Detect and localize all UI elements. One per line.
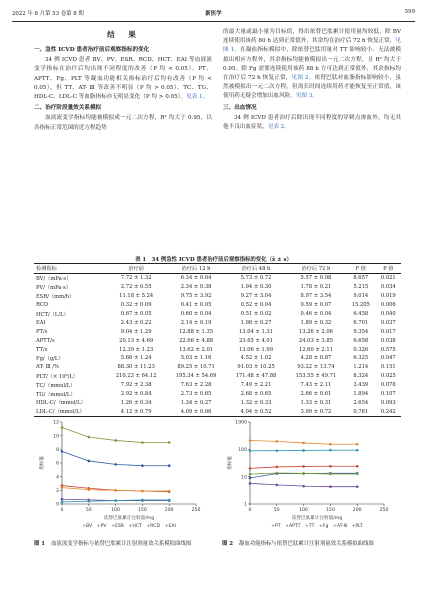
table-cell: 0.575 [380, 346, 396, 353]
table-header-cell: 检测指标 [34, 264, 106, 274]
paragraph-text: 血液流变学指标均能被模拟成一元二次方程，R² 均大于 0.95，以各指标正常范围的近方程趋势 [34, 115, 212, 131]
table-cell: 2.14 ± 0.19 [180, 319, 212, 326]
y-axis-label: 指标值 [40, 456, 45, 470]
y-tick-label: 1000 [235, 420, 247, 426]
table-cell: 23.65 ± 4.01 [238, 337, 274, 344]
x-tick-label: 50 [85, 508, 92, 513]
figure-2-caption-text: 凝血功能指标与依替巴肽累计注射剂量效关系模拟曲线图 [239, 541, 374, 547]
table-cell: 13.04 ± 1.31 [238, 328, 274, 335]
table-cell: 4.12 ± 0.79 [106, 407, 166, 416]
figure-1 [34, 416, 204, 534]
table-cell: 1.78 ± 0.21 [300, 284, 332, 291]
table-cell: 5.03 ± 1.16 [180, 355, 212, 362]
table-title: 表 1 34 例急性 ICVD 患者治疗前后观察指标的变化（x̄ ± s） [135, 257, 292, 263]
table-cell: 3.439 [353, 382, 369, 389]
table-cell: 0.46 ± 0.04 [300, 311, 332, 317]
data-point [356, 465, 359, 468]
figure-ref-link[interactable]: 见图 3。 [295, 93, 318, 100]
table-cell: 12.60 ± 2.11 [298, 346, 333, 353]
y-tick-label: 12 [53, 420, 59, 426]
data-point [114, 439, 117, 442]
table-cell: 0.60 ± 0.04 [180, 311, 212, 317]
table-cell: 7.49 ± 2.21 [240, 382, 272, 389]
table-cell: 0.107 [380, 391, 396, 398]
table-cell: 0.242 [376, 407, 401, 416]
y-tick-label: 1 [244, 502, 247, 508]
table-row [34, 354, 401, 363]
table-cell: HCT/（L/L） [36, 311, 69, 318]
table-header-cell: 治疗后 48 h [226, 264, 286, 274]
data-point [302, 449, 305, 452]
table-cell: 1.33 ± 0.31 [300, 399, 332, 406]
table-cell: 9.27 ± 3.04 [240, 293, 272, 300]
table-cell: 6.458 [353, 311, 369, 317]
y-tick-label: 6 [56, 461, 59, 467]
x-tick-label: 250 [191, 508, 201, 513]
header-rule [12, 21, 415, 22]
table-cell: 15.205 [351, 302, 370, 309]
data-point [114, 499, 117, 502]
table-row [34, 336, 401, 345]
paragraph [223, 114, 401, 132]
table-cell: 0.781 [346, 407, 376, 416]
data-point [249, 467, 252, 470]
table-cell: APTT/s [36, 337, 55, 344]
y-axis-label: 指标值 [228, 456, 233, 470]
table-cell: 6.658 [353, 337, 369, 344]
table-cell: 13.26 ± 2.06 [298, 328, 333, 335]
table-row [34, 301, 401, 310]
paragraph-text: 34 例 ICVD 患者治疗后除出现不同程度的穿刺点渗血外，均无其他不良出血症状， [223, 114, 401, 131]
subsection-heading-3: 三、出血情况 [223, 104, 257, 111]
data-point [88, 460, 91, 463]
table-cell: 4.52 ± 1.02 [240, 355, 272, 362]
paragraph [34, 114, 212, 132]
table-cell: 6.701 [353, 319, 369, 326]
figure-2 [222, 416, 392, 534]
table-cell: PT/s [36, 328, 48, 335]
data-point [329, 485, 332, 488]
data-point [249, 473, 252, 476]
table-header-cell: 治疗前 [106, 264, 166, 274]
figure-1-caption-text: 血液流变学指标与依替巴肽累计注射剂量效关系模拟曲线图 [51, 541, 192, 547]
table-cell: 8.324 [353, 373, 369, 380]
table-cell: LDL-C/（mmol/L） [34, 407, 106, 416]
y-tick-label: 100 [238, 447, 247, 453]
table-cell: 13.62 ± 2.01 [179, 346, 214, 353]
table-cell: 0.67 ± 0.05 [120, 311, 152, 317]
subsection-heading-2: 二、治疗阶段量效关系模拟 [34, 105, 102, 112]
table-row [34, 310, 401, 319]
table-cell: 22.66 ± 4.88 [179, 337, 214, 344]
data-point [302, 465, 305, 468]
y-tick-label: 8 [56, 447, 59, 453]
data-point [141, 490, 144, 493]
table-cell: 8.97 ± 3.54 [300, 293, 332, 300]
section-title: 结 果 [107, 30, 139, 39]
paragraph-text: 依替巴肽对血脂指标影响较小，虽然被模拟出一元二次方程，但需长时间连续用药才能恢复至正常值，该使用药无疑会增加出血风险， [223, 75, 401, 100]
y-tick-label: 0 [56, 502, 59, 508]
paragraph-text: 在凝血指标模拟中，除依替巴肽用量对 TT 影响较小、无法被模拟出相应方程外，其余指标均能被模拟出一元二次方程，且 R² 均大于 0.95。除 Fg 需要连续使用该药 88 h 方可达到正常值外，其余指标均在治疗后 72 h 恢复正常， [223, 47, 402, 82]
y-tick-label: 2 [56, 488, 59, 494]
figure-ref-link[interactable]: 见图 1。 [223, 38, 401, 54]
data-point [141, 441, 144, 444]
table-cell: 5.66 ± 1.24 [120, 355, 152, 362]
table-row [34, 327, 401, 336]
x-axis-label: 依替巴肽累计注射量/mg [291, 516, 343, 521]
table-cell: 7.63 ± 2.28 [180, 382, 212, 389]
table-cell: 8.657 [353, 275, 369, 282]
table-cell: 9.354 [353, 328, 369, 335]
paragraph-text: 的最大量或最小量为目标值，得出依替巴肽累计使用量均较低，除 BV 连续使用该药 80 h 达到正常值外，其余均在治疗后 72 h 恢复正常， [223, 29, 401, 45]
data-point [249, 482, 252, 485]
table-cell: 9.014 [353, 293, 369, 300]
table-cell: 7.92 ± 2.38 [120, 382, 152, 389]
left-column [34, 28, 212, 133]
table-cell: 91.03 ± 10.25 [237, 364, 275, 371]
data-point [141, 499, 144, 502]
journal-issue: 2022 年 8 月第 53 卷第 8 期 [12, 11, 84, 17]
x-tick-label: 200 [164, 508, 174, 513]
table-ref-link[interactable]: 见表 1。 [186, 94, 209, 101]
figure-ref-link[interactable]: 见图 2。 [291, 75, 315, 82]
table-row [34, 372, 401, 381]
data-point [114, 463, 117, 466]
table-cell: 4.04 ± 0.52 [226, 407, 286, 416]
x-tick-label: 200 [352, 508, 362, 513]
table-cell: 6.34 ± 0.64 [180, 275, 212, 282]
table-cell: 1.34 ± 0.27 [180, 399, 212, 406]
table-cell: 1.94 ± 0.30 [240, 284, 272, 291]
table-cell: 0.41 ± 0.05 [180, 302, 212, 309]
table-row [34, 345, 401, 354]
data-point [276, 440, 279, 443]
table-cell: ESR/（mm/h） [36, 293, 75, 300]
table-cell: PV/（mPa·s） [36, 284, 71, 291]
table-row [34, 398, 401, 407]
journal-name: 新医学 [205, 11, 222, 17]
table-cell: 13.06 ± 1.99 [238, 346, 274, 353]
table-body [34, 274, 401, 417]
table-cell: AT- Ⅲ /% [36, 364, 59, 371]
table-cell: 11.18 ± 5.24 [119, 293, 154, 300]
paragraph [223, 28, 401, 102]
y-tick-label: 10 [53, 434, 59, 440]
figure-1-number: 图 1 [34, 541, 46, 547]
table-cell: 1.98 ± 0.27 [240, 319, 272, 326]
table-cell: 6.325 [353, 355, 369, 362]
data-point [168, 490, 171, 493]
table-cell: 12.39 ± 1.23 [119, 346, 154, 353]
data-point [329, 473, 332, 476]
data-point [61, 486, 64, 489]
table-cell: 1.89 ± 0.32 [300, 319, 332, 326]
figure-2-chart [222, 416, 392, 534]
data-point [329, 465, 332, 468]
table-cell: Fg/（g/L） [36, 355, 64, 362]
table-cell: 2.654 [353, 399, 369, 406]
table-cell: 0.037 [380, 319, 396, 326]
table-cell: 1.894 [353, 391, 369, 398]
data-point [61, 426, 64, 429]
data-point [302, 485, 305, 488]
table-cell: 9.75 ± 3.92 [180, 293, 212, 300]
table-cell: 0.32 ± 0.09 [120, 302, 152, 309]
data-point [114, 489, 117, 492]
table-cell: 0.51 ± 0.02 [240, 311, 272, 317]
figure-2-caption [222, 540, 400, 548]
data-point [356, 473, 359, 476]
table-cell: 2.72 ± 0.55 [120, 284, 152, 291]
table-cell: 153.55 ± 49.71 [295, 373, 337, 380]
table-cell: 0.025 [380, 373, 396, 380]
table-row [34, 318, 401, 327]
x-tick-label: 50 [273, 508, 280, 513]
table-cell: 2.92 ± 0.84 [120, 391, 152, 398]
data-point [88, 436, 91, 439]
table-cell: 0.034 [380, 284, 396, 291]
table-cell: TT/s [36, 346, 48, 353]
table-cell: 12.88 ± 1.35 [179, 328, 214, 335]
data-point [302, 442, 305, 445]
table-header-row [34, 264, 401, 274]
table-cell: 24.03 ± 3.85 [298, 337, 333, 344]
table-cell: 0.52 ± 0.04 [240, 302, 272, 309]
x-tick-label: 100 [299, 508, 308, 513]
y-tick-label: 4 [56, 475, 59, 481]
data-point [168, 499, 171, 502]
x-tick-label: 100 [111, 508, 120, 513]
table-header-cell: 治疗后 72 h [286, 264, 346, 274]
table-cell: 0.151 [380, 364, 396, 371]
table-cell: 5.215 [353, 284, 369, 291]
table-cell: 0.017 [380, 328, 396, 335]
table-cell: 1.214 [353, 364, 369, 371]
data-point [249, 439, 252, 442]
x-axis-label: 依替巴肽累计注射量/mg [103, 516, 155, 521]
subsection-heading-1: 一、急性 ICVD 患者治疗前后观察指标的变化 [34, 47, 150, 53]
table-cell: 9.04 ± 1.29 [120, 328, 152, 335]
data-point [249, 477, 252, 480]
table-cell: 0.019 [380, 293, 396, 300]
running-header [12, 9, 415, 19]
data-point [141, 464, 144, 467]
table-cell: 195.34 ± 54.69 [175, 373, 217, 380]
table-cell: 7.43 ± 2.11 [300, 382, 332, 389]
table-cell: 0.038 [380, 337, 396, 344]
data-point [61, 498, 64, 501]
table-cell: TC/（mmol/L） [36, 382, 76, 389]
data-point [276, 472, 279, 475]
chart-legend: +BV +PV +ESR +HCT +RCD +EAI [82, 524, 176, 529]
data-point [356, 443, 359, 446]
table-cell: BV/（mPa·s） [36, 275, 72, 282]
table-header-cell: P 值 [376, 264, 401, 274]
table-cell: 2.68 ± 0.65 [240, 391, 272, 398]
table-cell: 2.34 ± 0.38 [180, 284, 212, 291]
figure-1-chart [34, 416, 204, 534]
table-cell: EAI [36, 319, 46, 326]
table-cell: 0.326 [353, 346, 369, 353]
table-cell: 20.13 ± 4.69 [119, 337, 154, 344]
table-cell: 2.43 ± 0.22 [120, 319, 152, 326]
table-header-cell: F 值 [346, 264, 376, 274]
table-cell: 93.22 ± 13.74 [297, 364, 335, 371]
table-cell: 89.25 ± 10.71 [177, 364, 215, 371]
table-row [34, 274, 401, 283]
paragraph [34, 56, 212, 102]
table-cell: 4.28 ± 0.87 [300, 355, 332, 362]
table-cell: 0.047 [380, 355, 396, 362]
figure-2-number: 图 2 [222, 541, 234, 547]
data-point [249, 450, 252, 453]
data-point [168, 464, 171, 467]
x-tick-label: 0 [248, 508, 252, 513]
table-cell: 0.006 [380, 302, 396, 309]
x-tick-label: 250 [379, 508, 389, 513]
page-number: 599 [404, 9, 415, 15]
table-cell: 0.59 ± 0.07 [300, 302, 332, 309]
table-cell: 4.09 ± 0.66 [166, 407, 226, 416]
data-point [302, 472, 305, 475]
table-cell: 0.040 [380, 311, 396, 317]
paragraph-text: 34 例 ICVD 患者 BV、PV、ESR、RCD、HCT、EAI 等血液流变学指标在治疗后均出现不同程度的改善（P 均 < 0.05）。PT、APTT、Fg、PLT 等凝血功能相关指标治疗后均有改善（P 均 < 0.05），但 TT、AT- Ⅲ 等改善不明显（P 均 > 0.05）。TC、TG、HDL-C、LDL-C 等血脂指标亦无明显变化（P 均 > 0.05）。 [34, 57, 212, 101]
table-cell: 0.078 [380, 382, 396, 389]
table-cell: 3.99 ± 0.72 [286, 407, 346, 416]
chart-legend: +PT +APTT +TT +Fg +AT-Ⅲ +PLT [271, 524, 363, 529]
table-cell: 171.48 ± 47.88 [235, 373, 277, 380]
table-cell: 5.73 ± 0.72 [240, 275, 272, 282]
table-header-cell: 治疗后 12 h [166, 264, 226, 274]
data-point [88, 500, 91, 503]
x-tick-label: 0 [60, 508, 64, 513]
table-cell: 210.23 ± 64.12 [115, 373, 157, 380]
table-cell: 0.093 [380, 399, 396, 406]
table-cell: PLT/（× 10⁹/L） [36, 373, 78, 380]
data-point [61, 450, 64, 453]
y-tick-label: 10 [241, 475, 247, 481]
table-cell: 5.57 ± 0.98 [300, 275, 332, 282]
table-row [34, 292, 401, 301]
table-cell: TG/（mmol/L） [36, 391, 76, 398]
figure-1-caption [34, 540, 212, 548]
table-cell: RCD [36, 302, 49, 309]
right-column [223, 28, 401, 132]
table-cell: 2.73 ± 0.65 [180, 391, 212, 398]
table-cell: 2.66 ± 0.61 [300, 391, 332, 398]
table-cell: 7.72 ± 1.32 [120, 275, 152, 282]
data-point [61, 501, 64, 504]
table-cell: 88.30 ± 11.23 [117, 364, 155, 371]
data-point [329, 449, 332, 452]
data-point [356, 449, 359, 452]
table-row [34, 283, 401, 292]
table-row [34, 363, 401, 372]
table-row [34, 381, 401, 390]
table-cell: 1.32 ± 0.33 [240, 399, 272, 406]
data-table [34, 263, 401, 417]
data-point [276, 484, 279, 487]
data-point [276, 466, 279, 469]
data-point [88, 488, 91, 491]
table-cell: 1.26 ± 0.34 [120, 399, 152, 406]
data-point [329, 443, 332, 446]
table-cell: HDL-C/（mmol/L） [36, 400, 86, 407]
x-tick-label: 150 [138, 508, 147, 513]
data-point [168, 441, 171, 444]
data-point [356, 485, 359, 488]
table-cell: 0.021 [380, 275, 396, 282]
table-ref-link[interactable]: 见表 2。 [267, 124, 290, 131]
table-row [34, 390, 401, 399]
data-point [276, 449, 279, 452]
x-tick-label: 150 [326, 508, 335, 513]
